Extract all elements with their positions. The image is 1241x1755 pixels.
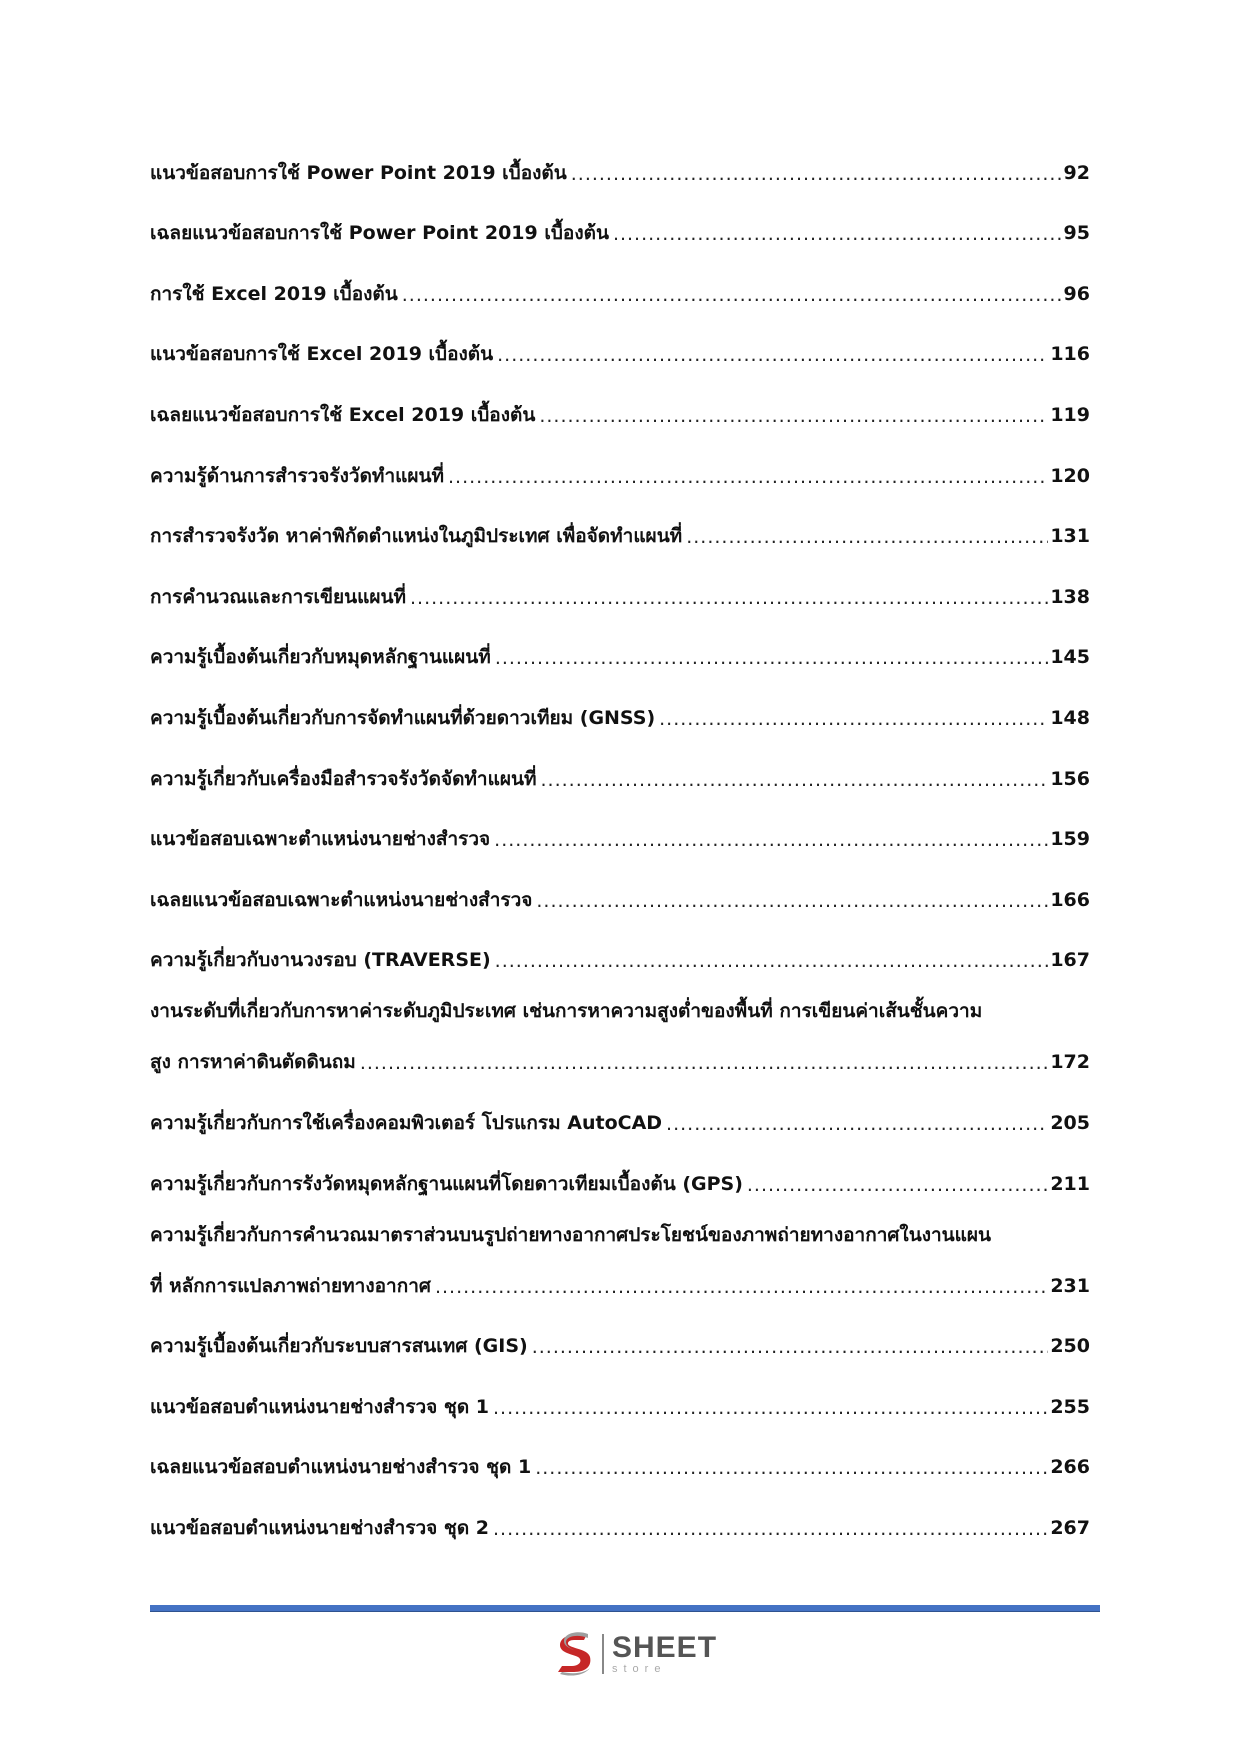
toc-entry-page: 166 <box>1050 888 1090 911</box>
dot-leader <box>402 288 1062 302</box>
dot-leader <box>448 470 1048 484</box>
toc-entry-title: การสำรวจรังวัด หาค่าพิกัดตำแหน่งในภูมิประเทศ เพื่อจัดทำแผนที่ <box>150 525 683 548</box>
dot-leader <box>532 1340 1049 1354</box>
toc-entry[interactable] <box>150 508 1090 569</box>
toc-entry-title: เฉลยแนวข้อสอบการใช้ Power Point 2019 เบื้องต้น <box>150 222 609 245</box>
logo-text <box>612 1633 717 1675</box>
toc-entry-page: 172 <box>1050 1051 1090 1074</box>
toc-entry-title: ความรู้ด้านการสำรวจรังวัดทำแผนที่ <box>150 464 444 487</box>
toc-entry-page: 250 <box>1050 1335 1090 1358</box>
logo-subtitle: store <box>612 1663 667 1675</box>
toc-entry[interactable] <box>150 1499 1090 1560</box>
toc-entry-title: ความรู้เกี่ยวกับการรังวัดหมุดหลักฐานแผนที่โดยดาวเทียมเบื้องต้น (GPS) <box>150 1172 743 1195</box>
toc-entry[interactable] <box>150 689 1090 750</box>
toc-entry-page: 267 <box>1050 1516 1090 1539</box>
toc-entry-title: ความรู้เกี่ยวกับการใช้เครื่องคอมพิวเตอร์ โปรแกรม AutoCAD <box>150 1111 663 1134</box>
toc-entry-page: 205 <box>1050 1111 1090 1134</box>
dot-leader <box>747 1178 1048 1192</box>
logo-divider <box>602 1634 604 1674</box>
toc-entry-page: 120 <box>1050 464 1090 487</box>
sheet-store-logo-icon <box>552 1630 596 1678</box>
toc-entry-page: 266 <box>1050 1456 1090 1479</box>
toc-entry[interactable] <box>150 205 1090 266</box>
toc-entry[interactable] <box>150 1094 1090 1155</box>
toc-entry[interactable] <box>150 1318 1090 1379</box>
toc-entry-page: 231 <box>1050 1274 1090 1297</box>
toc-entry[interactable] <box>150 1155 1090 1216</box>
table-of-contents <box>150 144 1090 1560</box>
toc-entry[interactable] <box>150 750 1090 811</box>
toc-entry-title-line1: งานระดับที่เกี่ยวกับการหาค่าระดับภูมิประเทศ เช่นการหาความสูงต่ำของพื้นที่ การเขียนค่าเส้นชั้นความ <box>150 1000 983 1023</box>
toc-entry-title: เฉลยแนวข้อสอบเฉพาะตำแหน่งนายช่างสำรวจ <box>150 888 533 911</box>
toc-entry-title: ความรู้เบื้องต้นเกี่ยวกับหมุดหลักฐานแผนที่ <box>150 646 491 669</box>
toc-entry-page: 119 <box>1050 403 1090 426</box>
dot-leader <box>493 1401 1048 1415</box>
dot-leader <box>497 348 1048 362</box>
toc-entry[interactable] <box>150 871 1090 932</box>
toc-entry-page: 159 <box>1050 828 1090 851</box>
toc-entry-page: 145 <box>1050 646 1090 669</box>
toc-entry-title: การคำนวณและการเขียนแผนที่ <box>150 585 407 608</box>
toc-entry-page: 96 <box>1063 282 1090 305</box>
dot-leader <box>686 530 1048 544</box>
dot-leader <box>613 227 1062 241</box>
toc-entry[interactable] <box>150 144 1090 205</box>
toc-entry-title: เฉลยแนวข้อสอบตำแหน่งนายช่างสำรวจ ชุด 1 <box>150 1456 532 1479</box>
toc-entry-page: 138 <box>1050 585 1090 608</box>
toc-entry-title-line2: สูง การหาค่าดินตัดดินถม <box>150 1051 356 1074</box>
toc-entry-page: 156 <box>1050 767 1090 790</box>
logo-word: SHEET <box>612 1631 718 1664</box>
dot-leader <box>535 1461 1048 1475</box>
toc-entry[interactable] <box>150 386 1090 447</box>
toc-entry-title: เฉลยแนวข้อสอบการใช้ Excel 2019 เบื้องต้น <box>150 403 536 426</box>
toc-entry-page: 255 <box>1050 1395 1090 1418</box>
toc-entry[interactable] <box>150 326 1090 387</box>
toc-entry[interactable] <box>150 1439 1090 1500</box>
toc-entry[interactable] <box>150 1378 1090 1439</box>
toc-entry-title: แนวข้อสอบตำแหน่งนายช่างสำรวจ ชุด 2 <box>150 1516 490 1539</box>
toc-entry-title: การใช้ Excel 2019 เบื้องต้น <box>150 282 398 305</box>
dot-leader <box>659 712 1048 726</box>
toc-entry[interactable] <box>150 447 1090 508</box>
toc-entry-page: 131 <box>1050 525 1090 548</box>
toc-entry[interactable] <box>150 1216 1090 1318</box>
toc-entry[interactable] <box>150 568 1090 629</box>
dot-leader <box>541 773 1049 787</box>
dot-leader <box>360 1056 1049 1070</box>
toc-entry-title: แนวข้อสอบการใช้ Power Point 2019 เบื้องต้น <box>150 161 567 184</box>
toc-entry-page: 116 <box>1050 343 1090 366</box>
sheet-store-logo <box>552 1628 717 1680</box>
toc-entry-page: 95 <box>1063 222 1090 245</box>
toc-entry-page: 211 <box>1050 1172 1090 1195</box>
toc-entry-page: 167 <box>1050 949 1090 972</box>
toc-entry-title-line2: ที่ หลักการแปลภาพถ่ายทางอากาศ <box>150 1274 431 1297</box>
toc-entry-title: ความรู้เบื้องต้นเกี่ยวกับระบบสารสนเทศ (GIS) <box>150 1335 528 1358</box>
toc-entry[interactable] <box>150 932 1090 993</box>
toc-entry[interactable] <box>150 265 1090 326</box>
dot-leader <box>666 1117 1048 1131</box>
dot-leader <box>495 954 1049 968</box>
dot-leader <box>410 591 1048 605</box>
toc-entry-title: ความรู้เกี่ยวกับเครื่องมือสำรวจรังวัดจัดทำแผนที่ <box>150 767 537 790</box>
toc-entry-title-line1: ความรู้เกี่ยวกับการคำนวณมาตราส่วนบนรูปถ่ายทางอากาศประโยชน์ของภาพถ่ายทางอากาศในงานแผน <box>150 1223 991 1246</box>
dot-leader <box>493 1522 1048 1536</box>
dot-leader <box>495 651 1049 665</box>
toc-entry-title: ความรู้เบื้องต้นเกี่ยวกับการจัดทำแผนที่ด้วยดาวเทียม (GNSS) <box>150 706 656 729</box>
toc-entry[interactable] <box>150 629 1090 690</box>
toc-entry[interactable] <box>150 811 1090 872</box>
dot-leader <box>571 167 1062 181</box>
dot-leader <box>539 409 1048 423</box>
toc-entry-page: 148 <box>1050 706 1090 729</box>
toc-entry[interactable] <box>150 992 1090 1094</box>
toc-entry-title: แนวข้อสอบตำแหน่งนายช่างสำรวจ ชุด 1 <box>150 1395 490 1418</box>
footer-rule <box>150 1605 1100 1612</box>
toc-entry-title: แนวข้อสอบการใช้ Excel 2019 เบื้องต้น <box>150 343 494 366</box>
dot-leader <box>435 1280 1048 1294</box>
dot-leader <box>536 894 1048 908</box>
toc-entry-title: ความรู้เกี่ยวกับงานวงรอบ (TRAVERSE) <box>150 949 491 972</box>
toc-entry-title: แนวข้อสอบเฉพาะตำแหน่งนายช่างสำรวจ <box>150 828 491 851</box>
toc-entry-page: 92 <box>1063 161 1090 184</box>
dot-leader <box>494 833 1048 847</box>
